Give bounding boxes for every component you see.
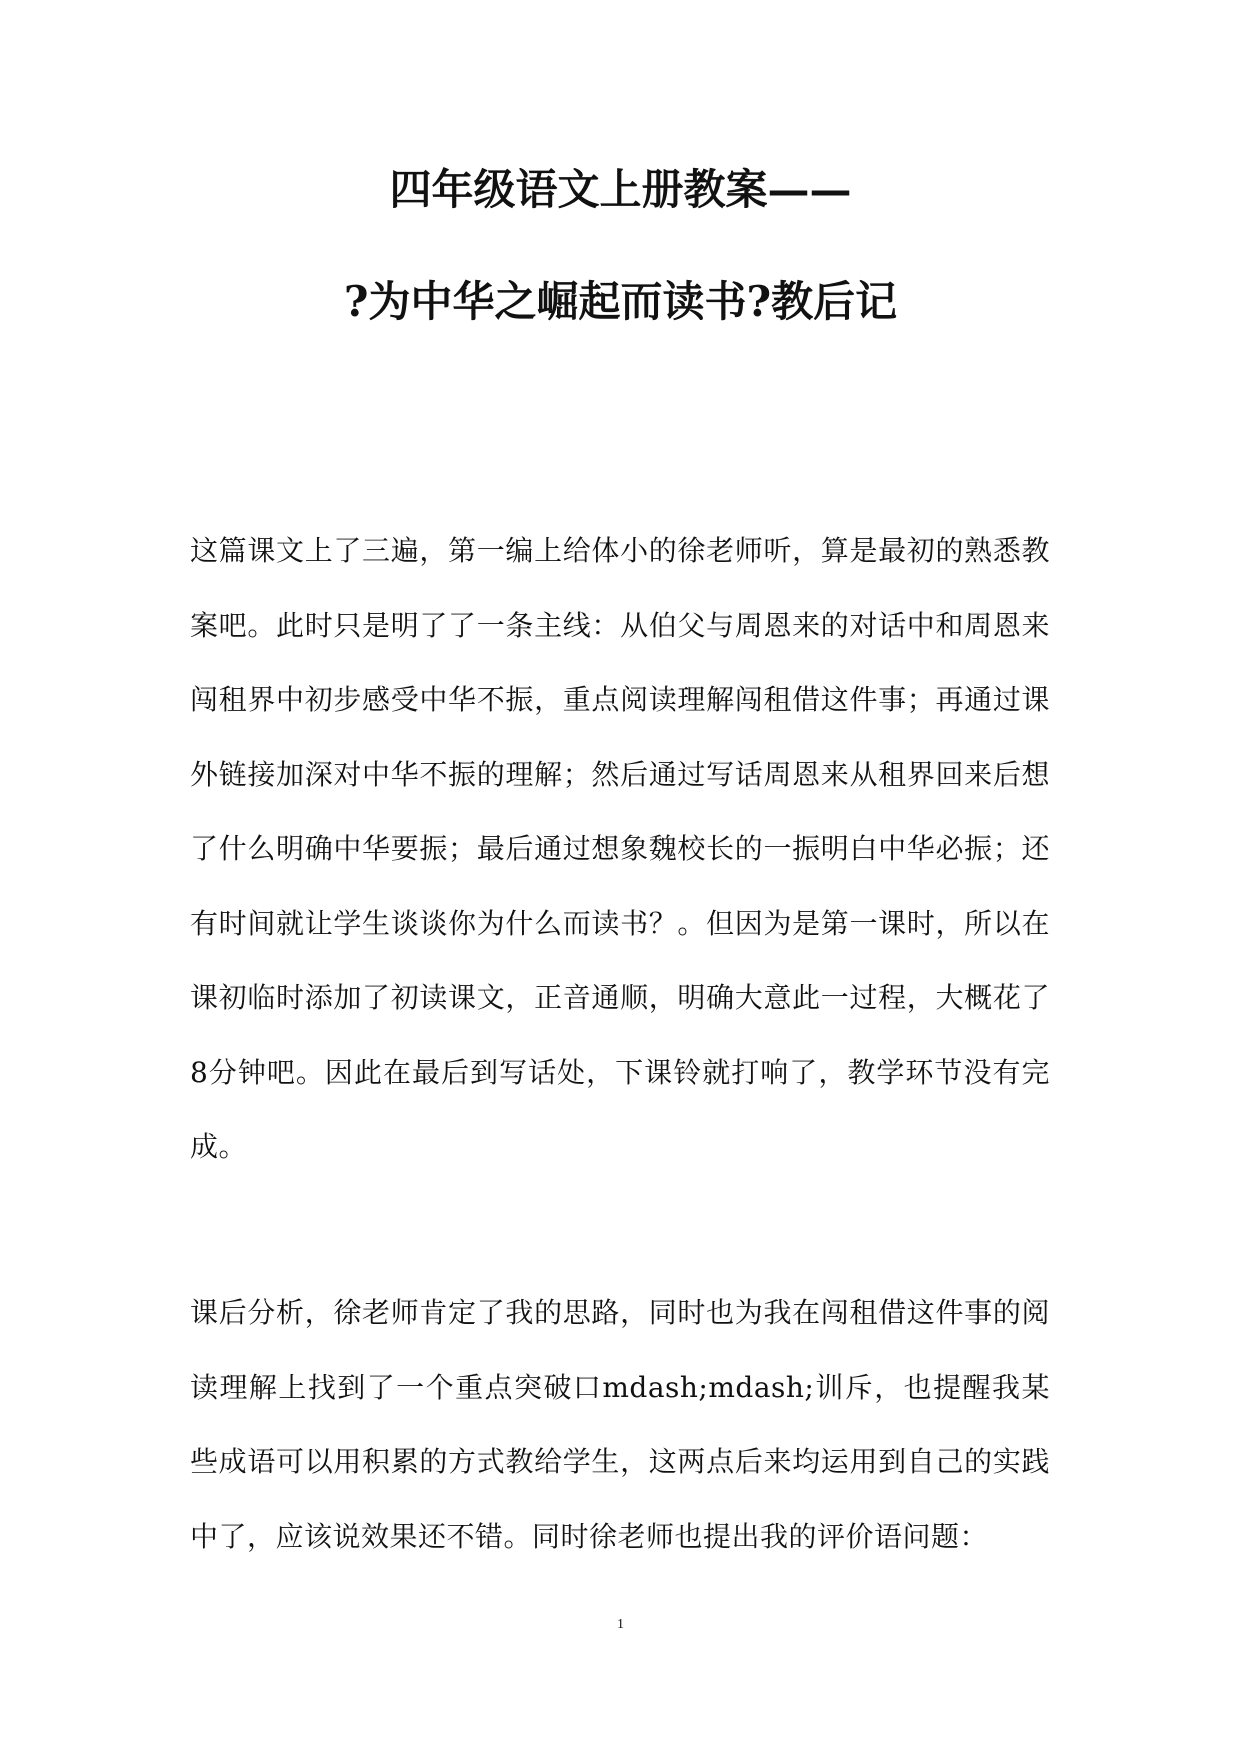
document-title-line-1: 四年级语文上册教案—— bbox=[389, 165, 852, 214]
document-title-line-2: ?为中华之崛起而读书?教后记 bbox=[343, 277, 898, 326]
body-paragraph: 课后分析，徐老师肯定了我的思路，同时也为我在闯租借这件事的阅读理解上找到了一个重点突破口mdash;mdash;训斥，也提醒我某些成语可以用积累的方式教给学生，这两点后来均运用到自己的实践中了，应该说效果还不错。同时徐老师也提出我的评价语问题： bbox=[190, 1296, 1050, 1553]
body-paragraph: 这篇课文上了三遍，第一编上给体小的徐老师听，算是最初的熟悉教案吧。此时只是明了了一条主线：从伯父与周恩来的对话中和周恩来闯租界中初步感受中华不振，重点阅读理解闯租借这件事；再通过课外链接加深对中华不振的理解；然后通过写话周恩来从租界回来后想了什么明确中华要振；最后通过想象魏校长的一振明白中华必振；还有时间就让学生谈谈你为什么而读书？。但因为是第一课时，所以在课初临时添加了初读课文，正音通顺，明确大意此一过程，大概花了8分钟吧。因此在最后到写话处，下课铃就打响了，教学环节没有完成。 bbox=[190, 534, 1050, 1163]
page-number: 1 bbox=[617, 1617, 624, 1632]
